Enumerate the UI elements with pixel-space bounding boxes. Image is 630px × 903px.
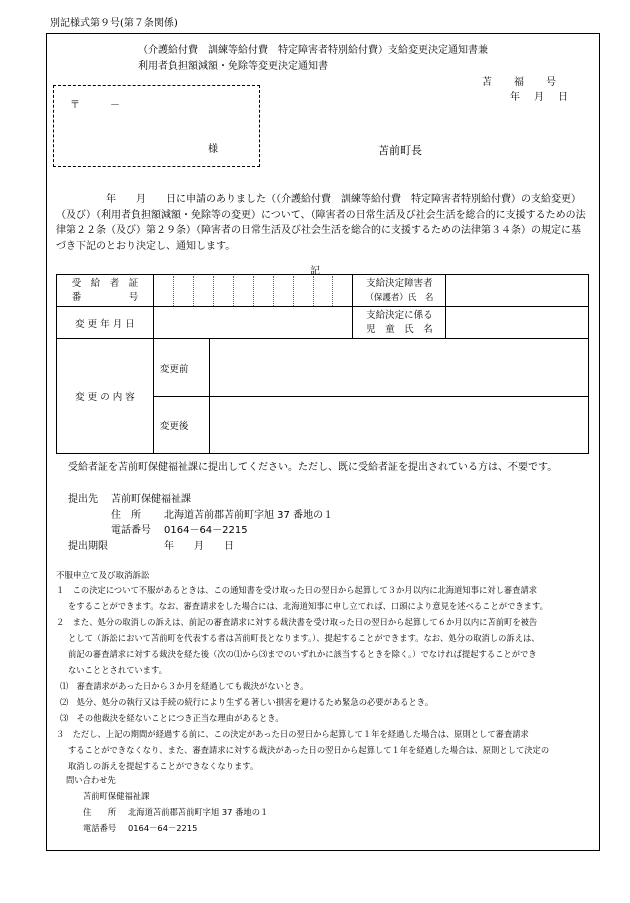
recipient-no-cells: [153, 275, 353, 307]
phone-value: 0164－64－2215: [164, 525, 248, 536]
appeal-item-3: ⑶ その他裁決を経ないことにつき正当な理由があるとき。: [60, 713, 284, 723]
submission-notice: 受給者証を苫前町保健福祉課に提出してください。ただし、既に受給者証を提出されている方は、不要です。: [68, 462, 558, 473]
appeal-p2d: ないこととされています。: [68, 665, 167, 675]
before-label: 変更前: [153, 339, 209, 397]
appeal-p1a: １ この決定について不服があるときは、この通知書を受け取った日の翌日から起算して３か月以内に北海道知事に対し審査請求: [56, 585, 538, 595]
deadline-value: 年 月 日: [164, 541, 234, 552]
ki-mark: 記: [310, 266, 320, 277]
inquiry-address: 北海道苫前郡苫前町字旭 37 番地の１: [128, 807, 269, 817]
issuer: 苫前町長: [378, 144, 422, 157]
decision-table: [56, 274, 589, 454]
decided-person-label: [353, 275, 446, 307]
document-number: 苫福号: [482, 77, 578, 88]
after-value: [209, 397, 588, 454]
dest-label: 提出先: [68, 494, 98, 505]
address-value: 北海道苫前郡苫前町字旭 37 番地の１: [164, 510, 334, 521]
deadline-label: 提出期限: [68, 541, 108, 552]
form-id: 別記様式第９号(第７条関係): [50, 18, 178, 29]
inquiry-title: 問い合わせ先: [66, 775, 116, 785]
postal-mark: 〒: [70, 100, 80, 111]
change-date-value: [153, 307, 353, 339]
appeal-p2c: 前記の審査請求に対する裁決を経た後（次の⑴から⑶までのいずれかに該当するときを除く。）でなければ提起することができ: [68, 649, 537, 659]
document-date: 年月日: [510, 92, 582, 103]
appeal-p3c: 取消しの訴えを提起することができなくなります。: [68, 761, 259, 771]
address-box: [53, 85, 260, 167]
appeal-p1b: をすることができます。なお、審査請求をした場合には、北海道知事に申し立てれば、口頭により意見を述べることができます。: [68, 601, 548, 611]
inquiry-address-label: 住 所: [83, 807, 117, 817]
inquiry-phone-label: 電話番号: [83, 823, 117, 833]
phone-label: 電話番号: [111, 525, 151, 536]
appeal-p3b: することができなくなり、また、審査請求に対する裁決があった日の翌日から起算して１年を経過した場合は、原則として決定の: [68, 745, 550, 755]
child-name-value: [446, 307, 589, 339]
inquiry-phone: 0164－64－2215: [128, 823, 198, 833]
inquiry-office: 苫前町保健福祉課: [83, 791, 150, 801]
recipient-no-label: [57, 275, 154, 307]
label-line: （保護者）氏 名: [365, 292, 434, 303]
title-line-2: 利用者負担額減額・免除等変更決定通知書: [138, 61, 328, 72]
honorific: 様: [208, 144, 218, 155]
change-date-label: 変 更 年 月 日: [57, 307, 154, 339]
label-line: 支給決定に係る: [366, 309, 433, 321]
label-line: 支給決定障害者: [366, 277, 433, 289]
appeal-p3a: ３ ただし、上記の期間が経過する前に、この決定があった日の翌日から起算して１年を経過した場合は、原則として審査請求: [56, 729, 529, 739]
change-content-label: 変 更 の 内 容: [57, 339, 154, 454]
before-value: [209, 339, 588, 397]
notice-body: 年 月 日に申請のありました（（介護給付費 訓練等給付費 特定障害者特別給付費）の支給変更）（及び）（利用者負担額減額・免除等の変更）について、（障害者の日常生活及び社会生活を総合的に支援するための法律第２２条（及び）第２９条）（障害者の日常生活及び社会生活を総合的に支援するための法律第３４条）の規定に基づき下記のとおり決定し、通知します。: [56, 194, 586, 252]
address-label: 住 所: [111, 510, 141, 521]
dest-value: 苫前町保健福祉課: [111, 494, 191, 505]
label-line: 番 号: [71, 291, 139, 303]
title-line-1: （介護給付費 訓練等給付費 特定障害者特別給付費）支給変更決定通知書兼: [138, 45, 488, 56]
label-line: 受 給 者 証: [71, 277, 139, 289]
postal-dash: －: [110, 100, 120, 111]
after-label: 変更後: [153, 397, 209, 454]
label-line: 児 童 氏 名: [366, 323, 433, 335]
decided-person-value: [446, 275, 589, 307]
appeal-p2a: ２ また、処分の取消しの訴えは、前記の審査請求に対する裁決書を受け取った日の翌日から起算して６か月以内に苫前町を被告: [56, 617, 538, 627]
appeal-p2b: として（訴訟において苫前町を代表する者は苫前町長となります。）、提起することができます。なお、処分の取消しの訴えは、: [68, 633, 540, 643]
appeal-item-2: ⑵ 処分、処分の執行又は手続の続行により生ずる著しい損害を避けるため緊急の必要があるとき。: [60, 697, 434, 707]
appeal-title: 不服申立て及び取消訴訟: [56, 571, 150, 581]
child-name-label: [353, 307, 446, 339]
appeal-item-1: ⑴ 審査請求があった日から３か月を経過しても裁決がないとき。: [60, 681, 309, 691]
